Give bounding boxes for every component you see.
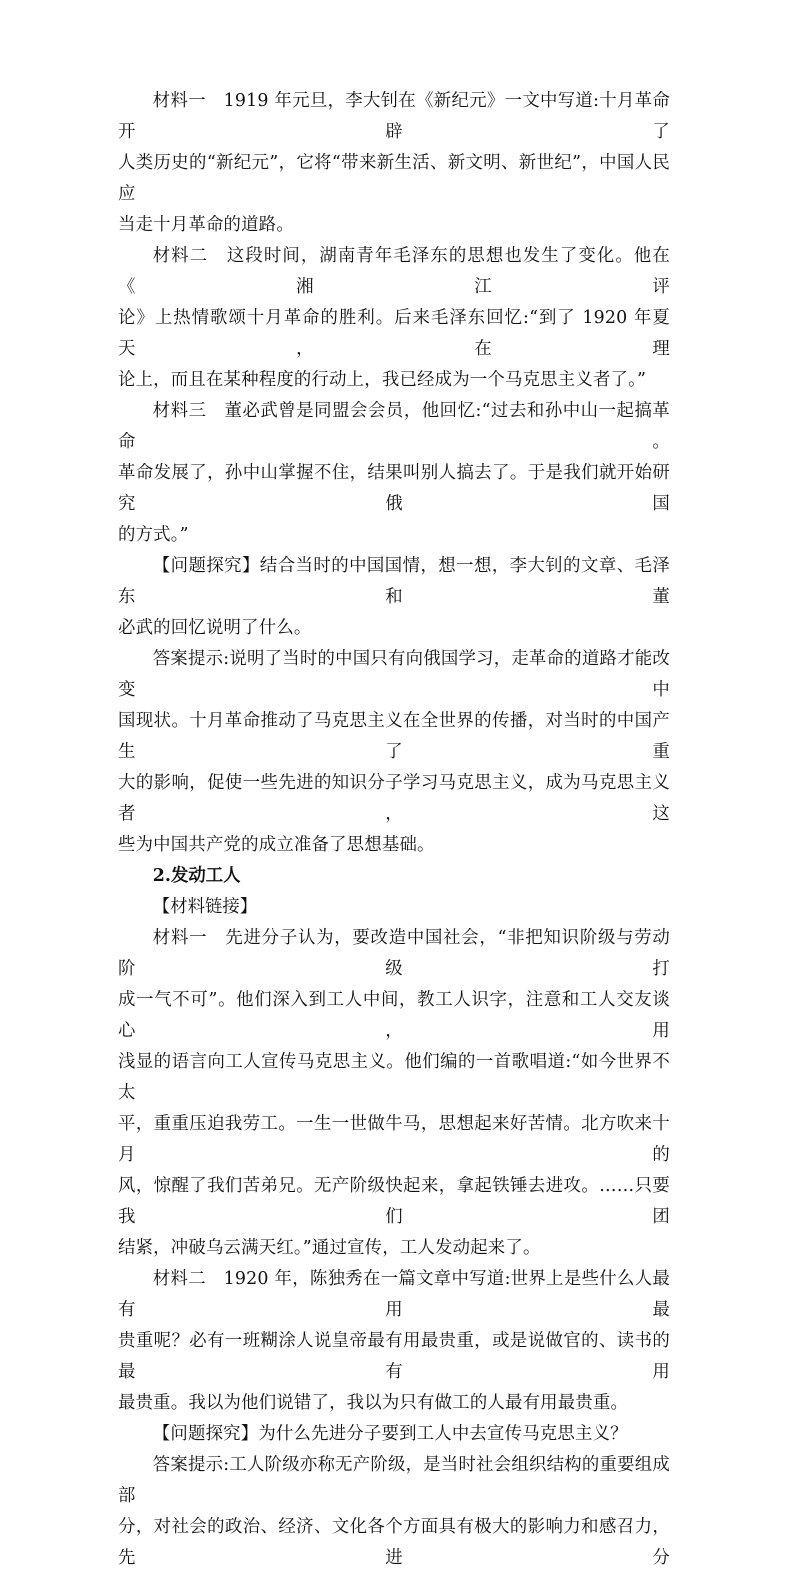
text-line: 人类历史的“新纪元”，它将“带来新生活、新文明、新世纪”，中国人民应	[118, 153, 670, 204]
text-line: 分，对社会的政治、经济、文化各个方面具有极大的影响力和感召力，先进分	[118, 1517, 670, 1568]
text-line: 答案提示:工人阶级亦称无产阶级，是当时社会组织结构的重要组成部	[118, 1455, 670, 1506]
text-line: 革命发展了，孙中山掌握不住，结果叫别人搞去了。于是我们就开始研究俄国	[118, 463, 670, 514]
paragraph	[118, 1419, 670, 1450]
text-line: 浅显的语言向工人宣传马克思主义。他们编的一首歌唱道:“如今世界不太	[118, 1052, 670, 1103]
text-line: 最贵重。我以为他们说错了，我以为只有做工的人最有用最贵重。	[118, 1393, 629, 1413]
text-line: 结紧，冲破乌云满天红。”通过宣传，工人发动起来了。	[118, 1238, 541, 1258]
text-line: 材料二 这段时间，湖南青年毛泽东的思想也发生了变化。他在《湘江评	[118, 246, 670, 297]
text-line: 论》上热情歌颂十月革命的胜利。后来毛泽东回忆:“到了 1920 年夏天，在理	[118, 308, 670, 359]
text-line: 贵重呢？必有一班糊涂人说皇帝最有用最贵重，或是说做官的、读书的最有用	[118, 1331, 670, 1382]
text-line: 当走十月革命的道路。	[118, 215, 294, 235]
text-line: 论上，而且在某种程度的行动上，我已经成为一个马克思主义者了。”	[118, 370, 647, 390]
material-link-label: 【材料链接】	[152, 897, 258, 917]
section-heading: 2.发动工人	[152, 866, 241, 886]
paragraph	[118, 1264, 670, 1419]
text-line: 答案提示:说明了当时的中国只有向俄国学习，走革命的道路才能改变中	[118, 649, 670, 700]
text-line: 大的影响，促使一些先进的知识分子学习马克思主义，成为马克思主义者，这	[118, 773, 670, 824]
paragraph	[118, 644, 670, 861]
paragraph	[118, 241, 670, 396]
text-line: 材料一 1919 年元旦，李大钊在《新纪元》一文中写道:十月革命开辟了	[118, 91, 670, 142]
paragraph	[118, 551, 670, 644]
text-line: 材料一 先进分子认为，要改造中国社会，“非把知识阶级与劳动阶级打	[118, 928, 670, 979]
paragraph	[118, 86, 670, 241]
text-line: 风，惊醒了我们苦弟兄。无产阶级快起来，拿起铁锤去进攻。……只要我们团	[118, 1176, 670, 1227]
text-line: 国现状。十月革命推动了马克思主义在全世界的传播，对当时的中国产生了重	[118, 711, 670, 762]
text-line: 些为中国共产党的成立准备了思想基础。	[118, 835, 435, 855]
text-line: 的方式。”	[118, 525, 189, 545]
text-line: 平，重重压迫我劳工。一生一世做牛马，思想起来好苦情。北方吹来十月的	[118, 1114, 670, 1165]
paragraph	[118, 396, 670, 551]
paragraph	[118, 923, 670, 1264]
text-line: 材料三 董必武曾是同盟会会员，他回忆:“过去和孙中山一起搞革命。	[118, 401, 670, 452]
paragraph	[118, 1450, 670, 1574]
text-line: 【问题探究】为什么先进分子要到工人中去宣传马克思主义？	[152, 1424, 628, 1444]
text-line: 材料二 1920 年，陈独秀在一篇文章中写道:世界上是些什么人最有用最	[118, 1269, 670, 1320]
text-line: 【问题探究】结合当时的中国国情，想一想，李大钊的文章、毛泽东和董	[118, 556, 670, 607]
document-page	[118, 86, 670, 1574]
text-line: 成一气不可”。他们深入到工人中间，教工人识字，注意和工人交友谈心，用	[118, 990, 670, 1041]
text-line: 必武的回忆说明了什么。	[118, 618, 312, 638]
